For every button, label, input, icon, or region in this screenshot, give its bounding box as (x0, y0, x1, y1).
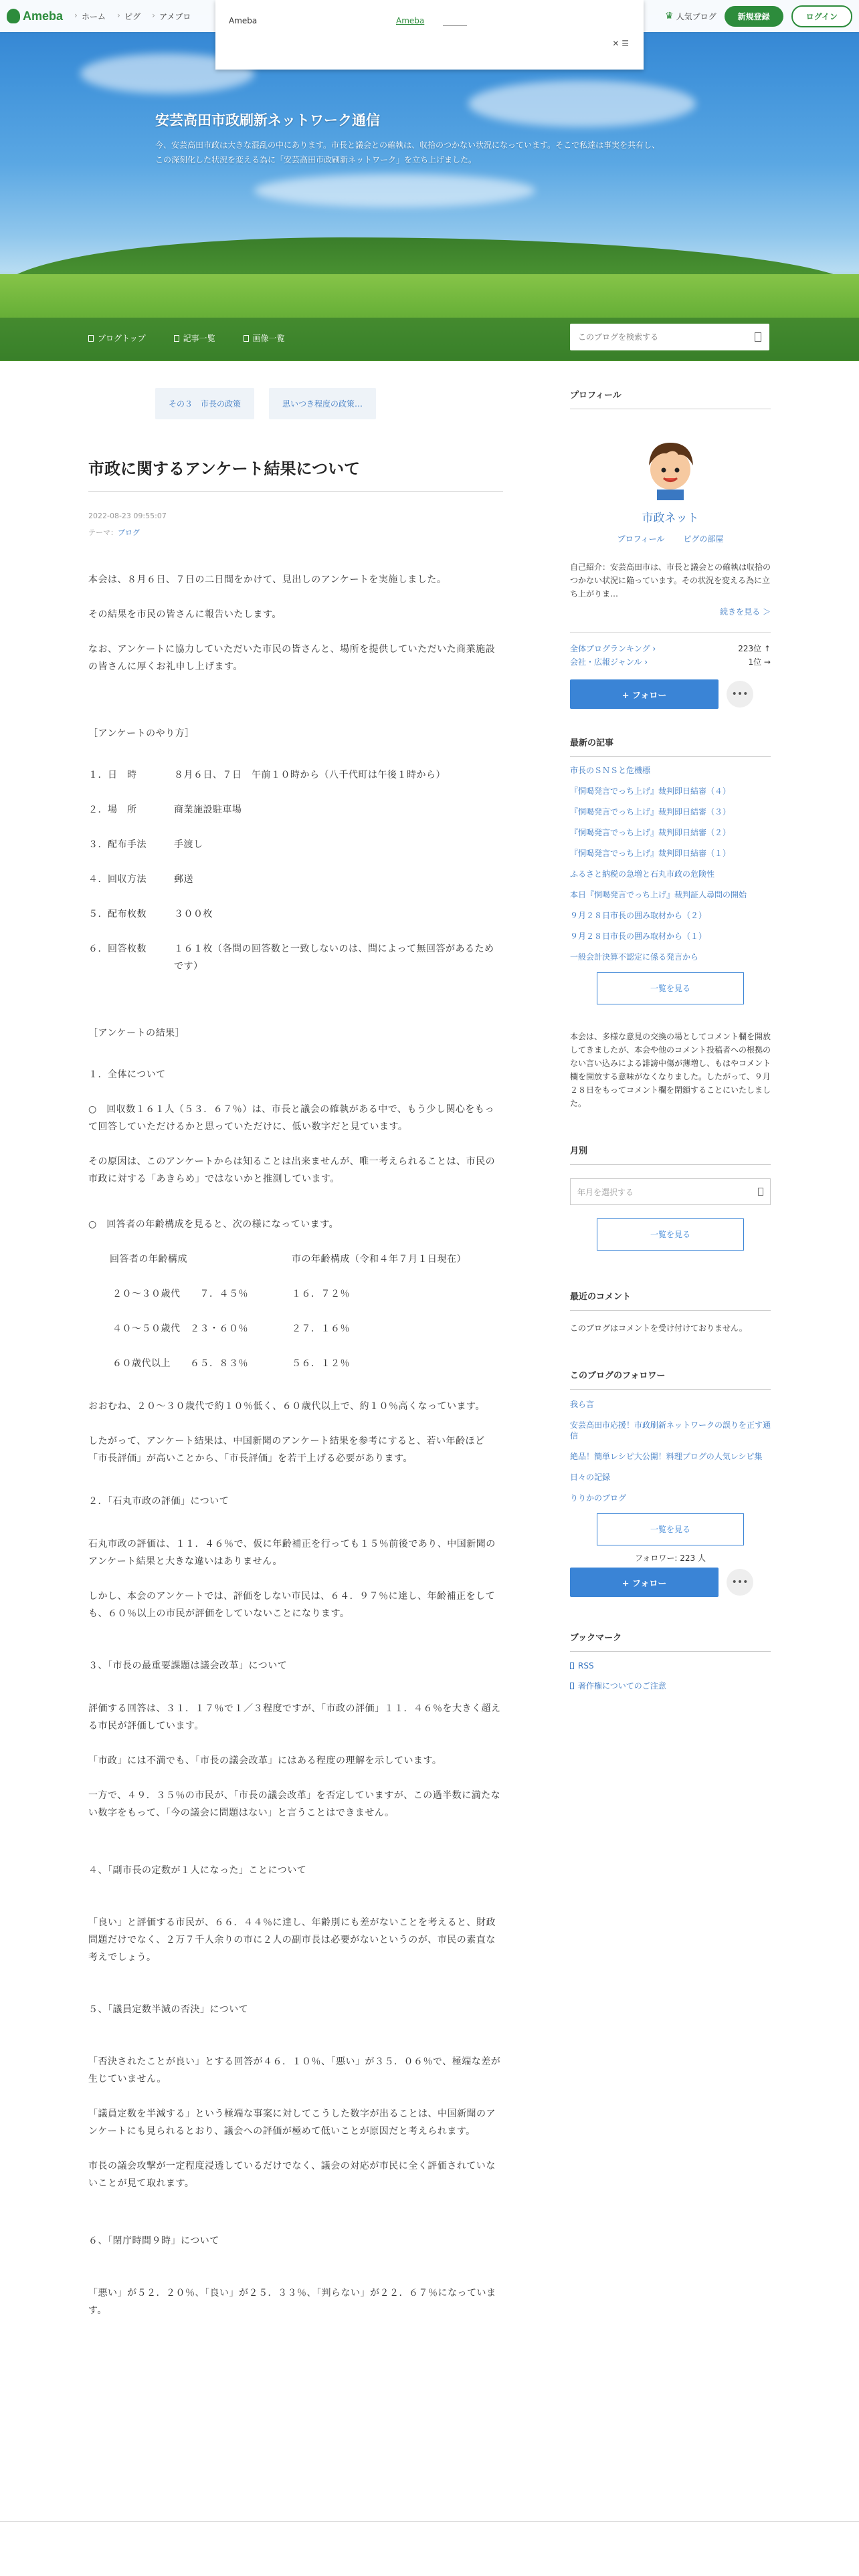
more-options-button[interactable]: ••• (727, 681, 753, 708)
popular-blogs-link[interactable]: ♛ 人気ブログ (665, 11, 717, 21)
search-icon[interactable] (755, 332, 761, 342)
rss-link[interactable]: RSS (570, 1661, 771, 1671)
followers-list-button[interactable]: 一覧を見る (597, 1513, 744, 1545)
recent-entry-link[interactable]: ９月２８日市長の囲み取材から（１） (570, 932, 707, 941)
recent-entry-link[interactable]: 一般会計決算不認定に係る発言から (570, 952, 699, 962)
blog-description: 今、安芸高田市政は大きな混乱の中にあります。市長と議会との確執は、収拾のつかない状況になっています。そこで私達は事実を共有し、この深刻化した状況を変える為に「安芸高田市政刷新ネットワーク」を立ち上げました。 (155, 140, 660, 165)
section-heading: ［アンケートのやり方］ (88, 728, 195, 739)
list-icon (174, 335, 179, 342)
prev-entry-link[interactable]: その３ 市長の政策 (155, 388, 254, 419)
cloud (254, 174, 535, 207)
section-heading: ［アンケートの結果］ (88, 1028, 185, 1039)
recent-list (570, 765, 771, 962)
follower-count: フォロワー: 223 人 (635, 1553, 706, 1563)
nav-entry-list[interactable]: 記事一覧 (174, 332, 215, 344)
cloud (468, 80, 696, 127)
paragraph: その原因は、このアンケートからは知ることは出来ませんが、唯一考えられることは、市民の市政に対する「あきらめ」ではないかと推測しています。 (88, 1156, 496, 1184)
method-row: ５．配布枚数 ３００枚 (88, 909, 213, 920)
profile-heading: プロフィール (570, 388, 771, 409)
follower-blog-link[interactable]: 絶品！簡単レシピ大公開！料理ブログの人気レシピ集 (570, 1452, 763, 1461)
paragraph: 一方で、４９．３５％の市民が、「市長の議会改革」を否定していますが、この過半数に満たない数字をもって、「今の議会に問題はない」と言うことはできません。 (88, 1790, 501, 1818)
subsection-heading: ４、「副市長の定数が１人になった」ことについて (88, 1865, 307, 1876)
method-row: ４．回収方法 郵送 (88, 874, 193, 885)
recent-entry-link[interactable]: 『恫喝発言でっち上げ』裁判即日結審（２） (570, 828, 731, 837)
follower-blog-link[interactable]: 我ら言 (570, 1400, 595, 1409)
subsection-heading: １．全体について (88, 1069, 166, 1080)
paragraph: 本会は、８月６日、７日の二日間をかけて、見出しのアンケートを実施しました。 (88, 574, 447, 585)
paragraph: おおむね、２０～３０歳代で約１０％低く、６０歳代以上で、約１０％高くなっています。 (88, 1401, 485, 1412)
ameba-logo-icon (7, 9, 20, 23)
recent-entry-link[interactable]: 『恫喝発言でっち上げ』裁判即日結審（１） (570, 849, 731, 858)
sidebar (570, 388, 771, 1691)
bookmark-list (570, 1661, 771, 1691)
subsection-heading: ５、「議員定数半減の否決」について (88, 2004, 249, 2015)
avatar-icon (637, 433, 704, 500)
main-content (88, 388, 503, 2337)
paragraph: しかし、本会のアンケートでは、評価をしない市民は、６４．９７％に達し、年齢補正をしても、６０％以上の市民が評価をしていないことになります。 (88, 1591, 496, 1619)
ad-close-icon[interactable]: ✕ ☰ (612, 39, 629, 48)
book-icon (570, 1683, 574, 1689)
read-more-link[interactable]: 続きを見る ＞ (720, 607, 771, 617)
method-row: ３．配布手法 手渡し (88, 839, 203, 850)
ad-banner[interactable] (215, 0, 644, 70)
recent-entry-link[interactable]: 『恫喝発言でっち上げ』裁判即日結審（４） (570, 786, 731, 796)
month-select[interactable]: 年月を選択する (570, 1178, 771, 1205)
image-icon (244, 335, 249, 342)
follower-blog-link[interactable]: 日々の記録 (570, 1473, 611, 1482)
ad-link[interactable]: Ameba (396, 16, 425, 25)
profile-link[interactable]: プロフィール (617, 534, 665, 544)
paragraph: 市長の議会攻撃が一定程度浸透しているだけでなく、議会の対応が市民に全く評価されていないことが見て取れます。 (88, 2161, 496, 2189)
monthly-heading: 月別 (570, 1144, 771, 1165)
next-entry-link[interactable]: 思いつき程度の政策… (269, 388, 376, 419)
ranking-genre-value: 1位 → (748, 657, 771, 667)
home-icon (88, 335, 94, 342)
age-table-cell: ５６．１２％ (292, 1358, 350, 1369)
crown-icon: ♛ (665, 11, 674, 21)
blog-search[interactable] (570, 324, 769, 350)
followers-list (570, 1399, 771, 1503)
ameba-logo[interactable]: Ameba (7, 9, 63, 23)
follower-blog-link[interactable]: 安芸高田市応援！市政刷新ネットワークの誤りを正す通信 (570, 1420, 771, 1440)
paragraph: 評価する回答は、３１．１７％で１／３程度ですが、「市政の評価」１１．４６％を大きく超える市民が評価しています。 (88, 1703, 501, 1731)
recent-entry-link[interactable]: 『恫喝発言でっち上げ』裁判即日結審（３） (570, 807, 731, 817)
paragraph: ○ 回答者の年齢構成を見ると、次の様になっています。 (88, 1219, 339, 1230)
paragraph: 「議員定数を半減する」という極端な事案に対してこうした数字が出ることは、中国新聞のアンケートにも見られるとおり、議会への評価が極めて低いことが原因だと考えられます。 (88, 2109, 496, 2137)
bookmark-heading: ブックマーク (570, 1630, 771, 1652)
rss-icon (570, 1662, 574, 1669)
method-row: ６．回答枚数 １６１枚（各問の回答数と一致しないのは、問によって無回答があるためです） (88, 944, 494, 972)
recent-entry-link[interactable]: 市長のＳＮＳと危機標 (570, 766, 651, 775)
age-table-cell: ４０～５０歳代 ２３・６０％ (112, 1323, 248, 1334)
age-table-cell: ６０歳代以上 ６５．８３％ (112, 1358, 248, 1369)
subsection-heading: ６、「閉庁時間９時」について (88, 2236, 219, 2246)
followers-heading: このブログのフォロワー (570, 1368, 771, 1390)
paragraph: ○ 回収数１６１人（５３．６７％）は、市長と議会の確執がある中で、もう少し関心をもって回答していただけるかと思っていただけに、低い数字だと見ています。 (88, 1104, 494, 1132)
paragraph: 石丸市政の評価は、１１．４６％で、仮に年齢補正を行っても１５％前後であり、中国新聞のアンケート結果と大きな違いはありません。 (88, 1539, 496, 1567)
comments-heading: 最近のコメント (570, 1289, 771, 1311)
entry-pager (155, 388, 503, 419)
login-button[interactable]: ログイン (791, 5, 852, 27)
age-table-cell: ２０～３０歳代 ７．４５％ (112, 1289, 248, 1299)
topnav-home[interactable]: › ホーム (72, 11, 115, 22)
age-table-cell: ２７．１６％ (292, 1323, 350, 1334)
pigg-room-link[interactable]: ピグの部屋 (683, 534, 724, 544)
article-date: 2022-08-23 09:55:07 (88, 512, 167, 520)
ranking-genre-link[interactable]: 会社・広報ジャンル › (570, 657, 648, 667)
monthly-list-button[interactable]: 一覧を見る (597, 1218, 744, 1251)
copyright-link[interactable]: 著作権についてのご注意 (570, 1680, 771, 1691)
more-options-button-bottom[interactable]: ••• (727, 1569, 753, 1596)
article-body (88, 571, 503, 2319)
age-table-header: 回答者の年齢構成 (110, 1254, 187, 1265)
recent-entry-link[interactable]: ９月２８日市長の囲み取材から（２） (570, 911, 707, 920)
recent-heading: 最新の記事 (570, 736, 771, 757)
article-title[interactable]: 市政に関するアンケート結果について (88, 455, 503, 492)
recent-entry-link[interactable]: ふるさと納税の急増と石丸市政の危険性 (570, 869, 715, 879)
paragraph: 「良い」と評価する市民が、６６．４４％に達し、年齢別にも差がないことを考えると、財政問題だけでなく、２万７千人余りの市に２人の副市長は必要がないというのが、市民の素直な考えでしょう。 (88, 1917, 496, 1963)
paragraph: 「悪い」が５２．２０％、「良い」が２５．３３％、「判らない」が２２．６７％になっています。 (88, 2288, 496, 2316)
paragraph: その結果を市民の皆さんに報告いたします。 (88, 609, 282, 620)
profile-name[interactable]: 市政ネット (642, 512, 699, 525)
follow-button-bottom[interactable]: + フォロー (570, 1568, 719, 1597)
paragraph: 「否決されたことが良い」とする回答が４６．１０％、「悪い」が３５．０６％で、極端な差が生じていません。 (88, 2056, 501, 2084)
paragraph: 「市政」には不満でも、「市長の議会改革」にはある程度の理解を示しています。 (88, 1755, 442, 1766)
age-table (110, 1251, 503, 1372)
nav-image-list[interactable]: 画像一覧 (244, 332, 285, 344)
subsection-heading: ３、「市長の最重要課題は議会改革」について (88, 1660, 288, 1671)
signup-button[interactable]: 新規登録 (725, 6, 783, 27)
ad-underline (443, 25, 467, 26)
follower-blog-link[interactable]: りりかのブログ (570, 1493, 627, 1503)
theme-link[interactable]: ブログ (118, 528, 140, 537)
ad-brand: Ameba (229, 16, 258, 25)
ranking-overall-link[interactable]: 全体ブログランキング › (570, 644, 656, 653)
ranking-overall-value: 223位 ↑ (738, 644, 771, 653)
avatar[interactable] (637, 433, 704, 500)
paragraph: なお、アンケートに協力していただいた市民の皆さんと、場所を提供していただいた商業施設の皆さんに厚くお礼申し上げます。 (88, 644, 496, 672)
comments-disabled-text: このブログはコメントを受け付けておりません。 (570, 1323, 747, 1333)
recent-list-button[interactable]: 一覧を見る (597, 972, 744, 1004)
article-theme: テーマ：ブログ (88, 528, 140, 537)
topnav-pigg[interactable]: › ピグ (115, 11, 150, 22)
chevron-down-icon (758, 1188, 763, 1196)
age-table-cell: １６．７２％ (292, 1289, 350, 1299)
method-row: ２．場 所 商業施設駐車場 (88, 804, 242, 815)
comment-policy-note: 本会は、多様な意見の交換の場としてコメント欄を開放してきましたが、本会や他のコメント投稿者への根拠のない言い込みによる誹謗中傷が薄増し、もはやコメント欄を開放する意味がなくなりました。したがって、９月２８日をもってコメント欄を閉鎖することにいたしました。 (570, 1032, 771, 1108)
search-input[interactable] (578, 332, 755, 342)
subsection-heading: ２．「石丸市政の評価」について (88, 1496, 229, 1507)
blog-title[interactable]: 安芸高田市政刷新ネットワーク通信 (155, 112, 380, 128)
nav-blog-top[interactable]: ブログトップ (88, 332, 146, 344)
topnav-ameblo[interactable]: › アメブロ (150, 11, 200, 22)
recent-entry-link[interactable]: 本日『恫喝発言でっち上げ』裁判証人尋問の開始 (570, 890, 747, 899)
paragraph: したがって、アンケート結果は、中国新聞のアンケート結果を参考にすると、若い年齢ほど「市長評価」が高いことから、「市長評価」を若干上げる必要があります。 (88, 1436, 485, 1464)
follow-button[interactable]: + フォロー (570, 679, 719, 709)
age-table-header: 市の年齢構成（令和４年７月１日現在） (292, 1254, 466, 1265)
ranking (570, 632, 771, 669)
method-row: １．日 時 ８月６日、７日 午前１０時から（八千代町は午後１時から） (88, 770, 446, 780)
footer-divider (0, 2521, 859, 2522)
profile-intro: 自己紹介：安芸高田市は、市長と議会との確執は収拾のつかない状況に陥っています。その状況を変える為に立ち上がりま… (570, 562, 771, 599)
